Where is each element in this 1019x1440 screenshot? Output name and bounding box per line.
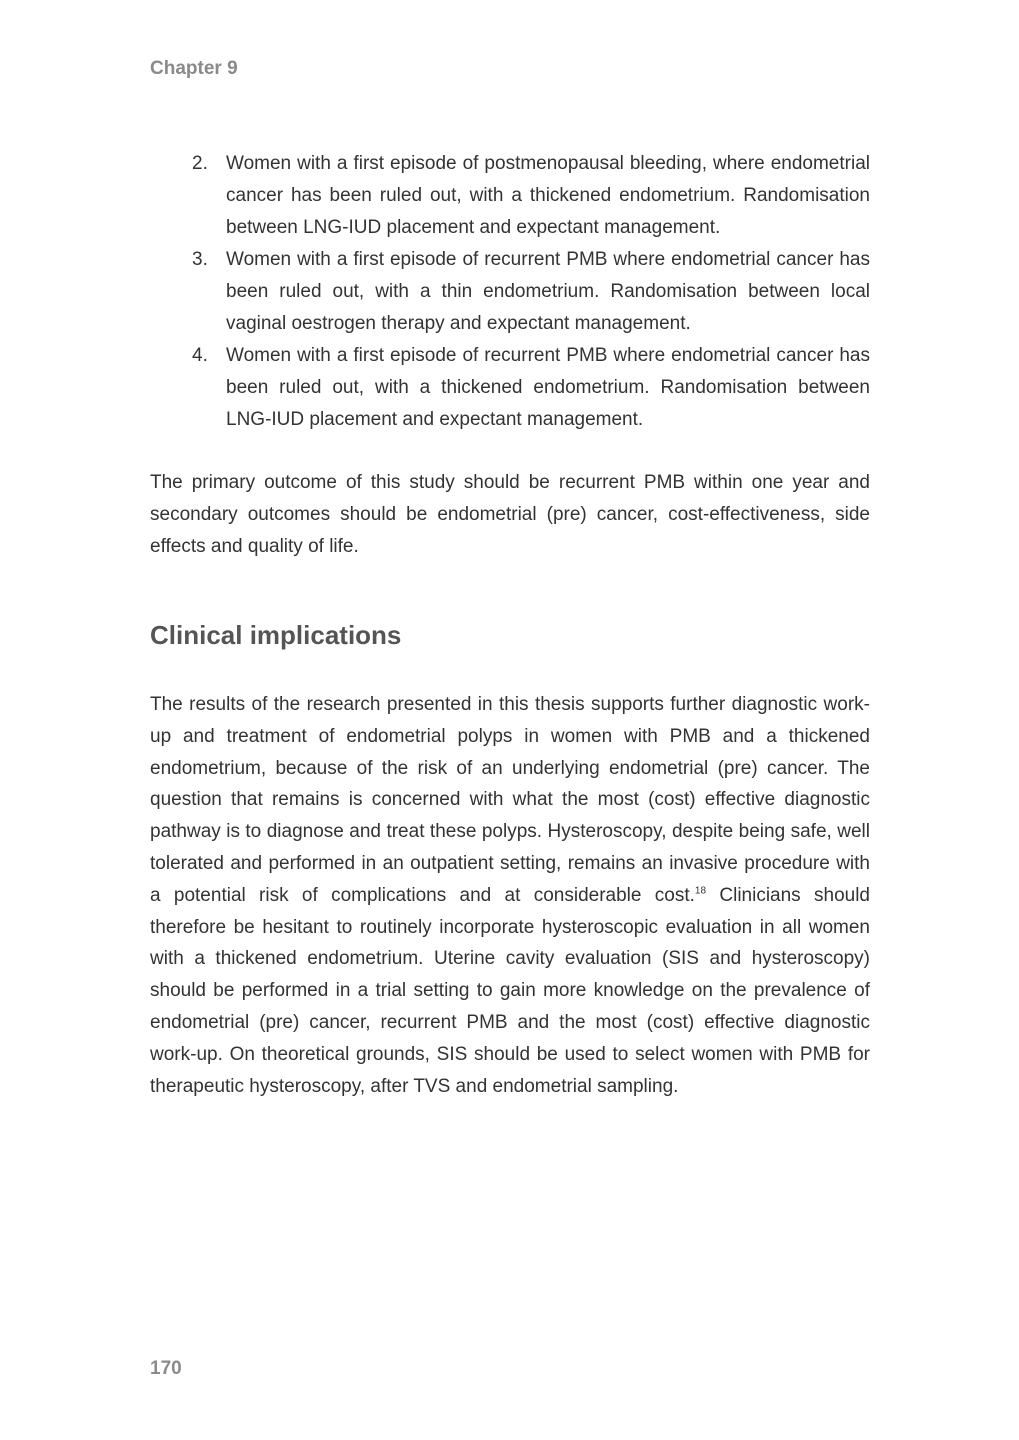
list-item bbox=[150, 148, 870, 244]
outcome-paragraph: The primary outcome of this study should be recurrent PMB within one year and secondary outcomes should be endometrial (pre) cancer, cost-effectiveness, side effects and quality of life. bbox=[150, 472, 870, 557]
clinical-implications-paragraph bbox=[150, 689, 870, 1102]
chapter-header: Chapter 9 bbox=[150, 58, 238, 79]
section-heading: Clinical implications bbox=[150, 620, 402, 650]
list-number: 4. bbox=[192, 345, 208, 366]
citation-reference: 18 bbox=[694, 885, 707, 897]
list-number: 2. bbox=[192, 153, 208, 174]
numbered-list bbox=[150, 148, 870, 436]
list-text: Women with a first episode of postmenopausal bleeding, where endometrial cancer has been ruled out, with a thickened endometrium. Randomisation between LNG-IUD placement and expectant management. bbox=[226, 153, 870, 238]
page-number: 170 bbox=[150, 1358, 182, 1379]
list-item bbox=[150, 244, 870, 340]
list-number: 3. bbox=[192, 249, 208, 270]
list-text: Women with a first episode of recurrent PMB where endometrial cancer has been ruled out, with a thin endometrium. Randomisation between local vaginal oestrogen therapy and expectant management. bbox=[226, 249, 870, 334]
list-text: Women with a first episode of recurrent PMB where endometrial cancer has been ruled out, with a thickened endometrium. Randomisation between LNG-IUD placement and expectant management. bbox=[226, 345, 870, 430]
paragraph-text: Clinicians should therefore be hesitant to routinely incorporate hysteroscopic evaluation in all women with a thickened endometrium. Uterine cavity evaluation (SIS and hysteroscopy) should be performed in a trial setting to gain more knowledge on the prevalence of endometrial (pre) cancer, recurrent PMB and the most (cost) effective diagnostic work-up. On theoretical grounds, SIS should be used to select women with PMB for therapeutic hysteroscopy, after TVS and endometrial sampling. bbox=[150, 884, 870, 1097]
paragraph-text: The results of the research presented in this thesis supports further diagnostic work-up and treatment of endometrial polyps in women with PMB and a thickened endometrium, because of the risk of an underlying endometrial (pre) cancer. The question that remains is concerned with what the most (cost) effective diagnostic pathway is to diagnose and treat these polyps. Hysteroscopy, despite being safe, well tolerated and performed in an outpatient setting, remains an invasive procedure with a potential risk of complications and at considerable cost. bbox=[150, 694, 870, 906]
list-item bbox=[150, 340, 870, 436]
